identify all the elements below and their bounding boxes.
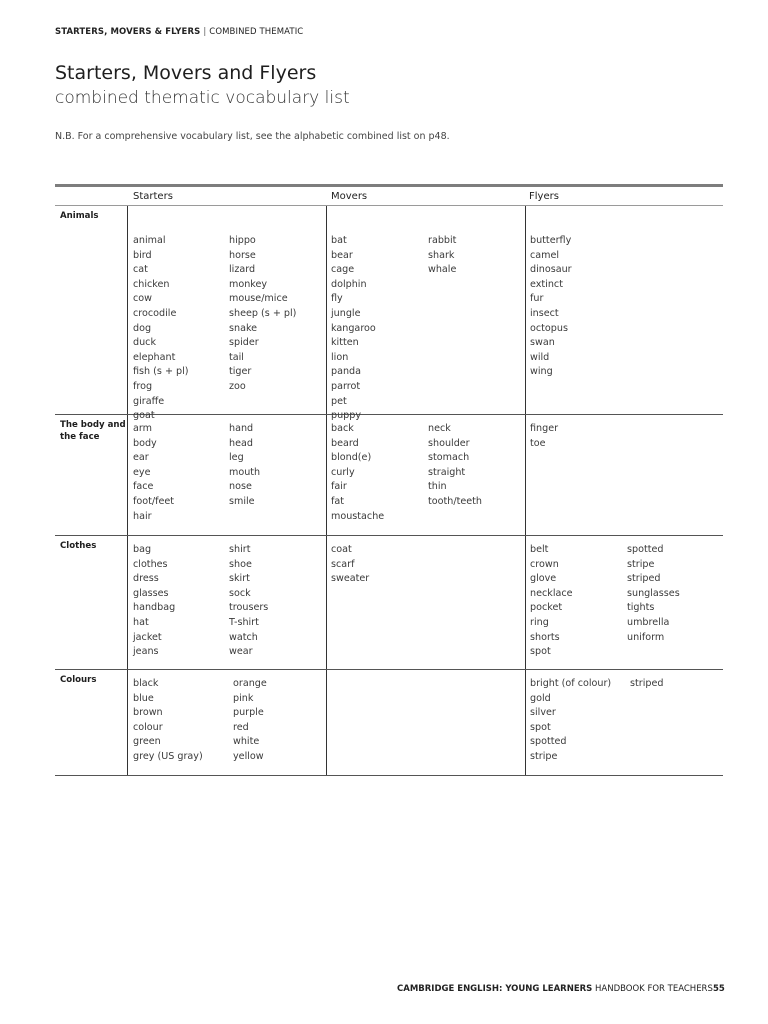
vocab-word: spot [530,646,551,658]
vocab-word: kitten [331,337,359,349]
vocab-word: dress [133,573,159,585]
vocab-word: green [133,736,161,748]
vocab-word: back [331,423,354,434]
vocab-word: camel [530,249,560,261]
column-divider [525,206,526,414]
vocab-word: arm [133,423,153,434]
vocab-word: coat [331,544,352,555]
vocab-word: wing [530,366,553,378]
vocab-word: scarf [331,558,355,570]
vocab-word: cage [331,264,355,276]
vocab-word: fly [331,293,343,305]
footer-title [397,984,713,994]
vocab-word: cat [133,264,148,276]
vocab-word: hippo [229,235,256,246]
flyers-words-col-1 [530,422,558,451]
footer-title-bold: CAMBRIDGE ENGLISH: YOUNG LEARNERS [397,984,593,994]
vocab-word: giraffe [133,395,165,407]
vocab-word: black [133,678,159,689]
vocab-word: sock [229,587,251,599]
vocab-word: stripe [627,558,655,570]
section-label: Colours [60,675,97,685]
vocab-word: goat [133,410,155,422]
vocab-word: spotted [530,736,567,748]
vocab-word: hat [133,616,149,628]
vocab-word: foot/feet [133,495,175,507]
vocab-word: shirt [229,544,251,555]
vocab-word: rabbit [428,235,457,246]
vocab-word: silver [530,707,556,719]
vocab-word: straight [428,466,466,478]
vocab-word: hair [133,510,152,522]
page-title: Starters, Movers and Flyers [55,62,317,84]
vocab-word: butterfly [530,235,572,246]
vocab-word: eye [133,466,151,478]
vocab-word: octopus [530,322,568,334]
running-head-section: COMBINED THEMATIC [209,27,304,37]
vocab-word: horse [229,249,256,261]
vocab-word: toe [530,437,546,449]
vocab-word: bag [133,544,152,555]
vocab-word: dolphin [331,278,367,290]
column-divider [326,670,327,775]
flyers-words-col-1 [530,543,573,660]
vocab-word: crown [530,558,559,570]
vocab-word: head [229,437,253,449]
vocab-word: spotted [627,544,664,555]
flyers-words-col-1 [530,677,611,765]
flyers-words-col-2 [630,677,663,692]
vocab-word: shark [428,249,455,261]
vocab-word: extinct [530,278,563,290]
starters-words-col-1 [133,677,203,765]
vocab-word: moustache [331,510,385,522]
vocab-word: duck [133,337,157,349]
starters-words-col-2 [229,234,296,395]
vocab-word: tights [627,602,655,614]
vocab-word: watch [229,631,258,643]
vocab-word: dinosaur [530,264,572,276]
vocab-word: tiger [229,366,252,378]
vocab-word: fish (s + pl) [133,366,189,378]
vocab-word: shoulder [428,437,470,449]
vocab-word: mouth [229,466,261,478]
column-divider [326,206,327,414]
vocab-word: ear [133,452,149,464]
column-head-starters: Starters [133,191,173,202]
vocab-word: lizard [229,264,256,276]
vocab-word: face [133,481,154,493]
vocab-word: lion [331,351,349,363]
vocab-word: cow [133,293,152,305]
vocab-word: necklace [530,587,573,599]
column-divider [127,670,128,775]
vocab-word: tail [229,351,244,363]
vocab-word: belt [530,544,549,555]
vocab-word: mouse/mice [229,293,288,305]
vocab-word: bird [133,249,152,261]
vocab-word: grey (US gray) [133,750,203,762]
starters-words-col-2 [233,677,267,765]
vocab-word: zoo [229,380,246,392]
vocab-word: bright (of colour) [530,678,612,689]
table-header-row [55,187,723,206]
vocab-word: pocket [530,602,563,614]
column-head-movers: Movers [331,191,368,202]
vocab-word: elephant [133,351,176,363]
running-head [55,27,303,37]
vocab-word: swan [530,337,555,349]
vocab-word: crocodile [133,307,177,319]
running-head-series: STARTERS, MOVERS & FLYERS [55,27,201,37]
vocab-word: purple [233,707,264,719]
vocab-word: chicken [133,278,170,290]
column-divider [326,415,327,535]
vocab-word: wild [530,351,550,363]
vocab-word: glove [530,573,557,585]
vocab-word: fur [530,293,544,305]
vocab-word: blond(e) [331,452,372,464]
column-divider [127,536,128,669]
page-subtitle: combined thematic vocabulary list [55,88,350,108]
movers-words-col-1 [331,422,384,524]
vocab-word: beard [331,437,359,449]
vocab-word: panda [331,366,362,378]
flyers-words-col-1 [530,234,572,380]
vocab-word: nose [229,481,252,493]
vocab-word: stripe [530,750,558,762]
vocab-word: sweater [331,573,370,585]
column-divider [127,415,128,535]
starters-words-col-2 [229,543,268,660]
vocab-word: sheep (s + pl) [229,307,297,319]
vocab-word: shorts [530,631,560,643]
vocab-word: kangaroo [331,322,376,334]
vocab-word: jungle [331,307,361,319]
movers-words-col-2 [428,422,482,510]
vocab-word: blue [133,692,154,704]
vocab-word: gold [530,692,551,704]
footer-title-rest: HANDBOOK FOR TEACHERS [595,984,713,994]
vocab-word: spot [530,721,551,733]
vocab-word: clothes [133,558,168,570]
vocab-word: trousers [229,602,269,614]
vocab-word: pink [233,692,254,704]
starters-words-col-2 [229,422,260,510]
vocab-word: snake [229,322,258,334]
reference-note: N.B. For a comprehensive vocabulary list, see the alphabetic combined list on p48. [55,131,450,142]
flyers-words-col-2 [627,543,680,645]
vocab-word: umbrella [627,616,670,628]
vocab-word: smile [229,495,255,507]
vocab-word: insect [530,307,559,319]
vocab-word: striped [627,573,661,585]
vocab-word: colour [133,721,163,733]
vocab-word: handbag [133,602,176,614]
starters-words-col-1 [133,422,174,524]
vocab-word: T-shirt [229,616,259,628]
vocab-word: finger [530,423,559,434]
starters-words-col-1 [133,234,189,424]
vocab-word: ring [530,616,549,628]
vocab-word: yellow [233,750,264,762]
vocab-word: body [133,437,157,449]
column-divider [326,536,327,669]
vocab-word: animal [133,235,166,246]
column-divider [127,206,128,414]
vocab-word: skirt [229,573,250,585]
movers-words-col-1 [331,543,369,587]
vocab-word: jacket [133,631,162,643]
vocab-word: puppy [331,410,362,422]
column-divider [525,670,526,775]
vocab-word: pet [331,395,347,407]
vocab-word: whale [428,264,457,276]
vocab-word: monkey [229,278,268,290]
vocab-word: uniform [627,631,665,643]
vocab-word: curly [331,466,355,478]
vocab-word: parrot [331,380,361,392]
starters-words-col-1 [133,543,175,660]
vocab-word: frog [133,380,153,392]
vocabulary-table [55,184,723,776]
column-divider [525,415,526,535]
section-label: Animals [60,211,99,221]
section-clothes [55,536,723,670]
section-colours [55,670,723,776]
vocab-word: leg [229,452,244,464]
vocab-word: dog [133,322,152,334]
vocab-word: tooth/teeth [428,495,482,507]
vocab-word: bear [331,249,353,261]
section-label: The body and the face [60,420,126,442]
vocab-word: hand [229,423,254,434]
vocab-word: white [233,736,260,748]
page-number: 55 [713,984,725,994]
column-head-flyers: Flyers [529,191,559,202]
vocab-word: fat [331,495,345,507]
vocab-word: stomach [428,452,470,464]
vocab-word: neck [428,423,451,434]
vocab-word: thin [428,481,447,493]
vocab-word: bat [331,235,347,246]
vocab-word: sunglasses [627,587,680,599]
vocab-word: wear [229,646,253,658]
movers-words-col-2 [428,234,456,278]
vocab-word: shoe [229,558,252,570]
column-divider [525,536,526,669]
section-body-and-face [55,415,723,536]
vocab-word: striped [630,678,664,689]
vocab-word: fair [331,481,347,493]
movers-words-col-1 [331,234,376,424]
vocab-word: jeans [133,646,159,658]
vocab-word: spider [229,337,259,349]
vocab-word: brown [133,707,163,719]
vocab-word: red [233,721,249,733]
vocab-word: glasses [133,587,169,599]
vocab-word: orange [233,678,267,689]
section-animals [55,206,723,422]
section-label: Clothes [60,541,97,551]
running-head-separator: | [203,27,207,37]
